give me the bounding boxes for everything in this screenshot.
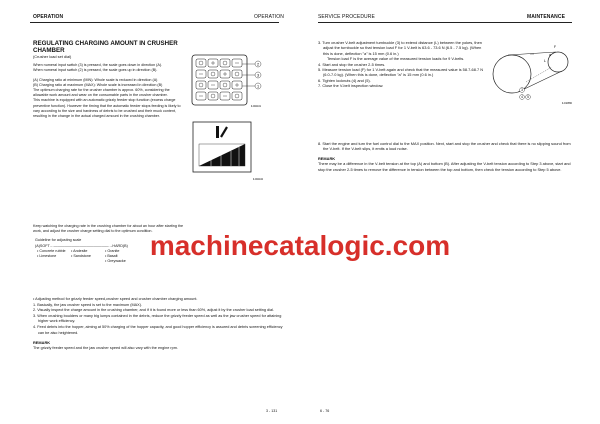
step-8: 8. Start the engine and turn the fuel control dial to the MAX position. Next, start and stop the crusher and check that there is no slipping sound from the V-belt. If the V-belt slips, it emits a loud noise.	[318, 141, 571, 152]
figure-code: 0-002102	[252, 178, 263, 181]
section-subtitle: (Crusher load set dial)	[33, 54, 72, 59]
adjusting-step: 4. Feed debris into the hopper, aiming at 50% charging of the hopper capacity, and good hopper efficiency is assured and debris screening efficiency can be also heightened.	[33, 324, 283, 335]
para-charging-min: (A) Charging ratio at minimum (MIN): Whole scale is reduced in direction (A)	[33, 77, 158, 82]
watermark: machinecatalogic.com	[149, 230, 451, 261]
label-F: F	[554, 45, 557, 49]
adjusting-step: 1. Basically, the jaw crusher speed is set to the maximum (MAX).	[33, 302, 143, 307]
header-section-left: OPERATION	[33, 14, 64, 20]
right-column-wide	[318, 141, 576, 172]
figure-code: 0-002101	[250, 105, 261, 108]
adjusting-step: 2. Visually inspect the charge amount in the crushing chamber, and if it is found more or less than 60%, adjust it by the crusher load setting dial.	[33, 308, 274, 313]
para-optimum-rate: The optimum charging rate for the crusher chamber is approx. 60%, considering the allowable work amount and wear on the consumable parts in the crusher chamber.	[33, 88, 170, 98]
remark-title: REMARK	[33, 340, 51, 346]
left-column	[33, 40, 183, 119]
figure-code: 0-010850	[561, 102, 572, 105]
label-a: a	[549, 53, 551, 57]
control-panel-figure	[191, 54, 265, 109]
callout-2: 2	[256, 62, 260, 67]
callout-1: 1	[256, 84, 260, 89]
callout-3: 3	[521, 88, 523, 93]
step-3-note: Tension load F is the average value of the measured tension loads for 9 V-belts.	[327, 56, 465, 62]
scale-display-drawing	[191, 120, 265, 182]
material-item: • Limestone	[37, 254, 57, 259]
material-item: • Greywacke	[105, 259, 126, 264]
para-switch3: When numeral input switch (3) is pressed, the scale goes down in direction (A).	[33, 63, 163, 68]
material-item: • Andesite	[71, 248, 88, 253]
step-4: 4. Start and stop the crusher 2-5 times.	[318, 61, 386, 67]
para-switch2: When numeral input switch (2) is pressed, the scale goes up in direction (B).	[33, 68, 158, 73]
right-remark-title: REMARK	[318, 155, 336, 161]
right-column	[318, 40, 488, 89]
adjusting-section	[33, 297, 288, 351]
footer-page-right: 6 - 76	[320, 409, 330, 413]
header-section-right-left: SERVICE PROCEDURE	[318, 14, 375, 20]
guideline-title: Guideline for adjusting scale	[35, 238, 82, 243]
adjusting-title: • Adjusting method for grizzly feeder speed,crusher speed and crusher chamber charging amount.	[33, 297, 198, 301]
header-rule-right	[318, 22, 572, 23]
step-7: 7. Close the V-belt inspection window.	[318, 83, 384, 89]
footer-page-left: 3 - 131	[266, 409, 278, 413]
vbelt-drawing	[492, 40, 574, 106]
step-3: 3. Turn crusher V-belt adjustment turnbuckle (3) to extend distance (L) between the yokes, then adjust the turnbuckle so that tension load F for 1 V-belt is 63.6 - 73.6 N (6.5 - 7.5 kg). (When this is done, deflection "a" is 15 mm (0.6 in.)	[318, 40, 482, 56]
step-6: 6. Tighten locknuts (4) and (5).	[318, 77, 371, 83]
scale-line: (A)SOFT←———————————————→HARD(B)	[35, 243, 128, 248]
material-item: • Concrete rubble	[37, 248, 66, 253]
right-remark-text: There may be a difference in the V-belt tension at the top (A) and bottom (B). After adjusting the V-belt tension according to Step 3 above, start and stop the crusher 2-5 times to remove the difference in tension between the top and bottom, then check the tension according to Step 5 above.	[318, 161, 571, 172]
header-section-left-right: OPERATION	[254, 14, 284, 20]
para-auto-stop: This machine is equipped with an automatic grizzly feeder stop function (excess charge preventive function). However the timing that the automatic feeder stops feeding is likely to vary according to the size and hardness of debris to be crushed and their muck content, resulting in the change in the actual charged amount in the crushing chamber.	[33, 98, 181, 119]
section-title: REGULATING CHARGING AMOUNT IN CRUSHER CHAMBER	[33, 40, 178, 54]
callout-3: 3	[256, 73, 260, 78]
callout-4: 4	[521, 95, 523, 100]
scale-display-figure	[191, 120, 265, 182]
control-panel-drawing	[191, 54, 265, 109]
header-section-right: MAINTENANCE	[527, 14, 566, 20]
adjusting-step: 3. When crushing boulders or many big lumps contained in the debris, reduce the grizzly feeder speed as well as the jaw crusher speed for attaining higher work efficiency.	[33, 313, 282, 324]
para-keep-watching: Keep watching the charging rate in the crushing chamber for about an hour after starting the work, and adjust the crusher charge setting dial to the optimum condition.	[33, 224, 184, 234]
material-item: • Granite	[105, 248, 120, 253]
callout-5: 5	[527, 95, 529, 100]
material-item: • Basalt	[105, 254, 118, 259]
step-5: 5. Measure tension load (F) for 1 V-belt again and check that the measured value is 58.7-68.7 N (6.0-7.0 kg). (When this is done, deflection "a" is 15 mm (0.6 in.)	[318, 67, 484, 78]
remark-text: The grizzly feeder speed and the jaw crusher speed will also vary with the engine rpm.	[33, 345, 178, 350]
vbelt-figure	[492, 40, 574, 106]
para-charging-max: (B) Charging ratio at maximum (MAX): Whole scale is increased in direction (B)	[33, 82, 163, 87]
header-rule-left	[30, 22, 279, 23]
material-item: • Sandstone	[71, 254, 91, 259]
label-L: L	[544, 59, 546, 63]
